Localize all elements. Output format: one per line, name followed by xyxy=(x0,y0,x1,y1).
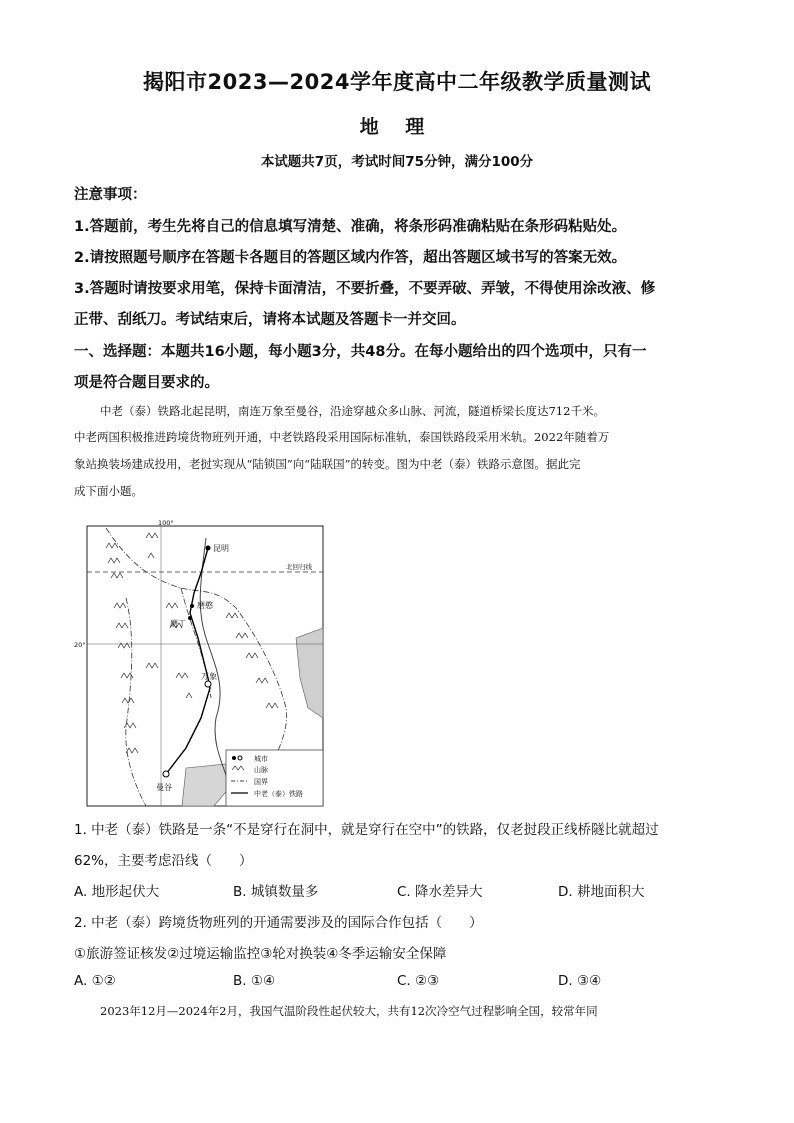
q2-stem: 2. 中老（泰）跨境货物班列的开通需要涉及的国际合作包括（ ） xyxy=(74,915,483,931)
passage-line-1: 中老（泰）铁路北起昆明，南连万象至曼谷，沿途穿越众多山脉、河流，隧道桥梁长度达712千米。 xyxy=(100,404,605,418)
notice-item-1: 1.答题前，考生先将自己的信息填写清楚、准确，将条形码准确粘贴在条形码粘贴处。 xyxy=(74,219,627,235)
exam-title: 揭阳市2023—2024学年度高中二年级教学质量测试 xyxy=(143,70,651,94)
notice-item-3: 3.答题时请按要求用笔，保持卡面清洁，不要折叠，不要弄破、弄皱，不得使用涂改液、修 xyxy=(74,281,656,297)
legend-railway: 中老（泰）铁路 xyxy=(254,790,303,798)
city-bangkok xyxy=(163,771,169,777)
notice-item-3-cont: 正带、刮纸刀。考试结束后，请将本试题及答题卡一并交回。 xyxy=(74,312,466,328)
legend-city: 城市 xyxy=(254,755,268,763)
label-moding: 磨丁 xyxy=(170,619,186,628)
passage2-line-1: 2023年12月—2024年2月，我国气温阶段性起伏较大，共有12次冷空气过程影响全国，较常年同 xyxy=(100,1004,598,1018)
q2-option-d: D. ③④ xyxy=(558,973,602,989)
railway-map-figure xyxy=(74,518,324,808)
city-kunming xyxy=(206,546,211,551)
notice-heading: 注意事项： xyxy=(74,187,147,203)
label-latitude: 20° xyxy=(74,641,86,649)
section-heading: 一、选择题：本题共16小题，每小题3分，共48分。在每小题给出的四个选项中，只有一 xyxy=(74,344,647,360)
q1-stem: 1. 中老（泰）铁路是一条“不是穿行在洞中，就是穿行在空中”的铁路，仅老挝段正线桥隧比就超过 xyxy=(74,822,659,838)
label-mohan: 磨憨 xyxy=(197,601,213,610)
map-legend xyxy=(226,750,323,806)
notice-item-2: 2.请按照题号顺序在答题卡各题目的答题区域内作答，超出答题区域书写的答案无效。 xyxy=(74,250,627,266)
label-kunming: 昆明 xyxy=(213,544,229,553)
passage-line-3: 象站换装场建成投用，老挝实现从“陆锁国”向“陆联国”的转变。图为中老（泰）铁路示意图。据此完 xyxy=(74,457,581,471)
legend-mountain: 山脉 xyxy=(254,766,268,774)
passage-line-2: 中老两国积极推进跨境货物班列开通，中老铁路段采用国际标准轨，泰国铁路段采用米轨。2022年随着万 xyxy=(74,430,610,444)
passage-line-4: 成下面小题。 xyxy=(74,484,143,498)
label-tropic: 北回归线 xyxy=(286,563,312,571)
city-mohan xyxy=(190,604,194,608)
q2-option-c: C. ②③ xyxy=(397,973,440,989)
city-vientiane xyxy=(205,681,211,687)
q1-stem-cont: 62%，主要考虑沿线（ ） xyxy=(74,853,253,869)
q2-option-b: B. ①④ xyxy=(233,973,276,989)
q2-stem-cont: ①旅游签证核发②过境运输监控③轮对换装④冬季运输安全保障 xyxy=(74,946,447,962)
label-vientiane: 万象 xyxy=(201,672,217,681)
q1-option-c: C. 降水差异大 xyxy=(397,884,483,900)
section-heading-cont: 项是符合题目要求的。 xyxy=(74,375,219,391)
label-bangkok: 曼谷 xyxy=(156,783,172,792)
legend-border: 国界 xyxy=(254,778,268,786)
q2-option-a: A. ①② xyxy=(74,973,116,989)
exam-info: 本试题共7页，考试时间75分钟，满分100分 xyxy=(260,154,534,170)
q1-option-b: B. 城镇数量多 xyxy=(233,884,319,900)
label-longitude: 100° xyxy=(158,519,174,527)
q1-option-a: A. 地形起伏大 xyxy=(74,884,160,900)
subject-title: 地 理 xyxy=(359,116,435,138)
city-moding xyxy=(188,616,192,620)
q1-option-d: D. 耕地面积大 xyxy=(558,884,645,900)
